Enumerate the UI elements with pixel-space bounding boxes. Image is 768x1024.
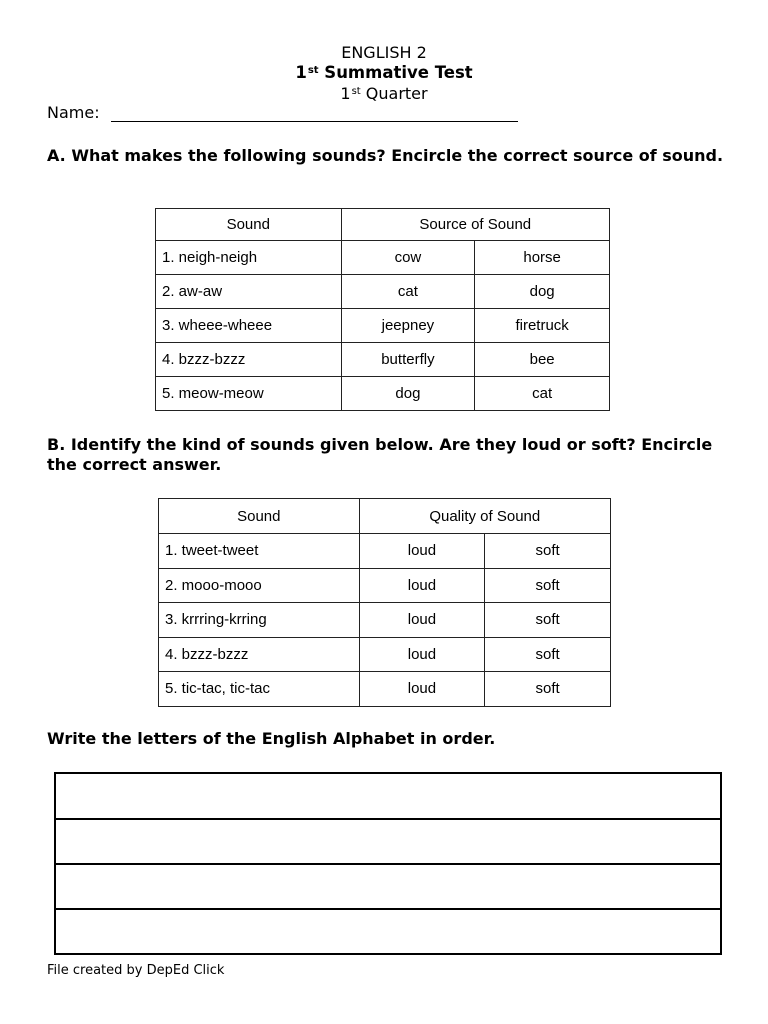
column-header-sound: Sound — [159, 499, 360, 534]
column-header-sound: Sound — [156, 209, 342, 241]
column-header-quality: Quality of Sound — [359, 499, 610, 534]
table-row — [156, 275, 610, 309]
sound-cell: 2. mooo-mooo — [159, 568, 360, 603]
footer-credit: File created by DepEd Click — [47, 963, 225, 978]
answer-option[interactable]: soft — [485, 568, 611, 603]
answer-option[interactable]: loud — [359, 672, 485, 707]
writing-line — [56, 863, 720, 865]
section-c-instruction: Write the letters of the English Alphabet in order. — [47, 729, 496, 748]
alphabet-writing-box[interactable] — [54, 772, 722, 955]
table-header-row — [156, 209, 610, 241]
table-row — [156, 309, 610, 343]
quality-of-sound-table — [158, 498, 611, 707]
answer-option[interactable]: soft — [485, 672, 611, 707]
answer-option[interactable]: soft — [485, 637, 611, 672]
answer-option[interactable]: horse — [475, 241, 610, 275]
sound-cell: 4. bzzz-bzzz — [159, 637, 360, 672]
table-header-row — [159, 499, 611, 534]
section-b-instruction: B. Identify the kind of sounds given below. Are they loud or soft? Encircle the correct answer. — [47, 435, 713, 474]
answer-option[interactable]: dog — [341, 377, 475, 411]
answer-option[interactable]: bee — [475, 343, 610, 377]
table-row — [159, 672, 611, 707]
table-row — [156, 241, 610, 275]
writing-line — [56, 818, 720, 820]
answer-option[interactable]: loud — [359, 568, 485, 603]
table-row — [159, 568, 611, 603]
sound-cell: 5. tic-tac, tic-tac — [159, 672, 360, 707]
test-title: 1st Summative Test — [295, 63, 473, 82]
sound-cell: 3. krrring-krring — [159, 603, 360, 638]
table-row — [156, 343, 610, 377]
answer-option[interactable]: soft — [485, 603, 611, 638]
answer-option[interactable]: cow — [341, 241, 475, 275]
answer-option[interactable]: soft — [485, 534, 611, 569]
source-of-sound-table — [155, 208, 610, 411]
table-row — [156, 377, 610, 411]
subject-title: ENGLISH 2 — [341, 43, 427, 62]
answer-option[interactable]: cat — [475, 377, 610, 411]
table-row — [159, 603, 611, 638]
answer-option[interactable]: loud — [359, 637, 485, 672]
answer-option[interactable]: butterfly — [341, 343, 475, 377]
sound-cell: 5. meow-meow — [156, 377, 342, 411]
sound-cell: 1. neigh-neigh — [156, 241, 342, 275]
name-label: Name: — [47, 103, 100, 122]
writing-line — [56, 908, 720, 910]
quarter-title: 1st Quarter — [340, 84, 428, 103]
section-a-instruction: A. What makes the following sounds? Encircle the correct source of sound. — [47, 146, 724, 165]
sound-cell: 2. aw-aw — [156, 275, 342, 309]
name-field[interactable] — [111, 121, 518, 122]
answer-option[interactable]: dog — [475, 275, 610, 309]
answer-option[interactable]: firetruck — [475, 309, 610, 343]
table-row — [159, 637, 611, 672]
column-header-source: Source of Sound — [341, 209, 609, 241]
sound-cell: 4. bzzz-bzzz — [156, 343, 342, 377]
sound-cell: 1. tweet-tweet — [159, 534, 360, 569]
answer-option[interactable]: loud — [359, 534, 485, 569]
sound-cell: 3. wheee-wheee — [156, 309, 342, 343]
answer-option[interactable]: loud — [359, 603, 485, 638]
answer-option[interactable]: cat — [341, 275, 475, 309]
answer-option[interactable]: jeepney — [341, 309, 475, 343]
table-row — [159, 534, 611, 569]
